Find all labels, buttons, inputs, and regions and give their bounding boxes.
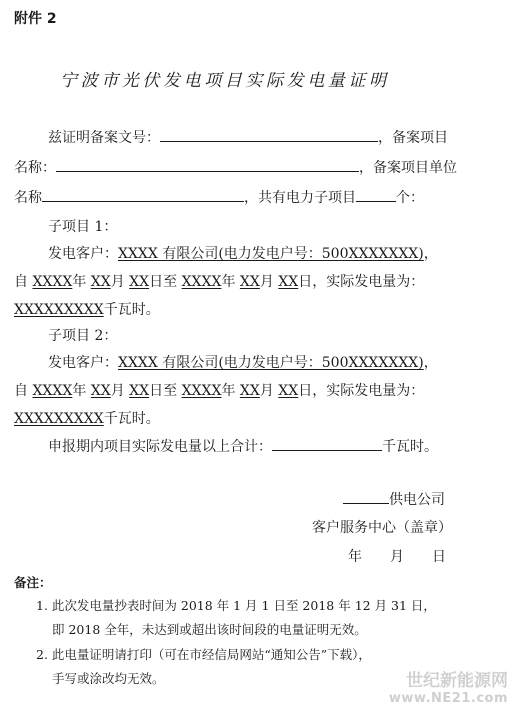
from-label: 自: [14, 383, 28, 399]
customer-label: 发电客户：: [48, 246, 118, 262]
to-label: 日至: [149, 274, 178, 290]
notes-label: 备注：: [14, 575, 52, 590]
subproject-2-amount: [14, 408, 160, 428]
watermark: [389, 672, 508, 708]
project-label: ，备案项目: [378, 130, 448, 146]
subproject-count-suffix: 个：: [396, 190, 424, 206]
end-year: XXXX: [181, 383, 222, 399]
end-day: XX: [278, 274, 299, 290]
start-year: XXXX: [32, 383, 73, 399]
total-line: [48, 436, 438, 456]
signature-company: [343, 489, 445, 509]
month-label: 月: [259, 274, 274, 290]
subproject-count-blank: [356, 188, 396, 202]
start-day: XX: [129, 383, 150, 399]
start-month: XX: [90, 383, 111, 399]
end-year: XXXX: [181, 274, 222, 290]
subproject-count-label: ，共有电力子项目: [244, 190, 356, 206]
document-title: 宁波市光伏发电项目实际发电量证明: [60, 71, 390, 91]
project-name-blank: [56, 158, 359, 172]
year-label: 年: [72, 274, 87, 290]
company-suffix: 供电公司: [389, 492, 445, 508]
subproject-1-period: [14, 271, 424, 291]
note-2-line-1: 2. 此电量证明请打印（可在市经信局网站“通知公告”下载），: [36, 647, 371, 662]
from-label: 自: [14, 274, 28, 290]
note-1-line-2: 即 2018 全年，未达到或超出该时间段的电量证明无效。: [52, 622, 367, 637]
customer-value: XXXX 有限公司(电力发电户号：500XXXXXXX): [118, 355, 424, 371]
kwh-unit: 千瓦时。: [103, 411, 160, 427]
kwh-unit: 千瓦时。: [103, 302, 160, 318]
generation-amount: XXXXXXXXX: [14, 302, 104, 318]
subproject-2-period: [14, 380, 424, 400]
unit-name-blank: [42, 188, 244, 202]
signature-date: 年 月 日: [348, 549, 446, 565]
intro-line-1: [48, 127, 448, 147]
subproject-1-amount: [14, 299, 160, 319]
end-day: XX: [278, 383, 299, 399]
project-name-label: 名称：: [14, 160, 56, 176]
watermark-text: 世纪新能源网: [406, 671, 508, 691]
note-2-line-2: 手写或涂改均无效。: [52, 671, 165, 686]
total-unit: 千瓦时。: [382, 439, 438, 455]
customer-value: XXXX 有限公司(电力发电户号：500XXXXXXX): [118, 246, 424, 262]
total-blank: [272, 437, 382, 451]
intro-line-2: [14, 157, 457, 177]
project-unit-label: ，备案项目单位: [359, 160, 457, 176]
start-month: XX: [90, 274, 111, 290]
watermark-url: www.NE21.com: [388, 691, 508, 706]
attachment-label: 附件 2: [14, 11, 57, 27]
subproject-1-customer: [48, 243, 438, 263]
start-year: XXXX: [32, 274, 73, 290]
start-day: XX: [129, 274, 150, 290]
subproject-2-customer: [48, 352, 438, 372]
note-1-line-1: 1. 此次发电量抄表时间为 2018 年 1 月 1 日至 2018 年 12 月 31 日，: [36, 598, 436, 613]
month-label: 月: [110, 274, 125, 290]
year-label: 年: [72, 383, 87, 399]
month-label: 月: [110, 383, 125, 399]
generation-label: 日，实际发电量为：: [298, 383, 425, 399]
total-label: 申报期内项目实际发电量以上合计：: [48, 439, 272, 455]
customer-end: ，: [423, 355, 438, 371]
year-label: 年: [221, 274, 236, 290]
unit-name-label: 名称: [14, 190, 42, 206]
signature-center: 客户服务中心（盖章）: [312, 520, 452, 536]
to-label: 日至: [149, 383, 178, 399]
intro-line-3: [14, 187, 424, 207]
month-label: 月: [259, 383, 274, 399]
end-month: XX: [239, 383, 260, 399]
filing-number-label: 兹证明备案文号：: [48, 130, 160, 146]
year-label: 年: [221, 383, 236, 399]
generation-amount: XXXXXXXXX: [14, 411, 104, 427]
customer-end: ，: [423, 246, 438, 262]
company-blank: [343, 490, 389, 504]
filing-number-blank: [160, 128, 378, 142]
subproject-2-heading: 子项目 2：: [48, 328, 118, 344]
customer-label: 发电客户：: [48, 355, 118, 371]
end-month: XX: [239, 274, 260, 290]
subproject-1-heading: 子项目 1：: [48, 219, 118, 235]
generation-label: 日，实际发电量为：: [298, 274, 425, 290]
